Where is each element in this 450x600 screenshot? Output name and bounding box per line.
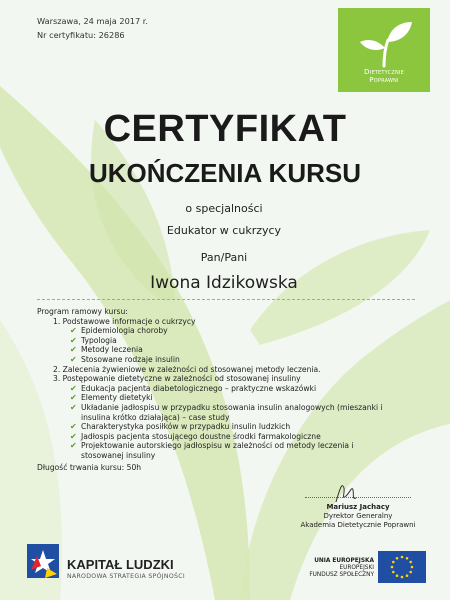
- program-item: [37, 355, 397, 365]
- eu-label: [286, 558, 374, 580]
- checkmark-icon: ✔: [70, 345, 77, 355]
- certificate-number: Nr certyfikatu: 26286: [37, 30, 125, 40]
- program-item: [37, 432, 397, 442]
- program-item: [37, 422, 397, 432]
- program-item: [37, 336, 397, 346]
- program-item: [37, 393, 397, 403]
- certificate-meta: [37, 14, 148, 42]
- checkmark-icon: ✔: [70, 335, 77, 345]
- eu-label-line1: UNIA EUROPEJSKA: [314, 558, 374, 564]
- section-title: Podstawowe informacje o cukrzycy: [62, 316, 196, 326]
- program-item: [37, 345, 397, 355]
- program-item: [37, 441, 397, 460]
- kapital-ludzki-title: KAPITAŁ LUDZKI: [67, 557, 174, 572]
- certificate-subtitle: UKOŃCZENIA KURSU: [88, 158, 362, 188]
- signer-role: Dyrektor Generalny: [323, 512, 393, 520]
- program-item-label: Elementy dietetyki: [81, 393, 153, 403]
- signer-org: Akademia Dietetycznie Poprawni: [300, 521, 416, 529]
- section-number: 2.: [53, 364, 61, 374]
- program-item: [37, 326, 397, 336]
- checkmark-icon: ✔: [70, 402, 77, 412]
- checkmark-icon: ✔: [70, 354, 77, 364]
- program-item-label: Metody leczenia: [81, 345, 143, 355]
- signature-line: [305, 497, 411, 498]
- checkmark-icon: ✔: [70, 393, 77, 403]
- certificate-title: CERTYFIKAT: [103, 108, 347, 150]
- specialty-prefix: o specjalności: [185, 202, 263, 215]
- issue-date: Warszawa, 24 maja 2017 r.: [37, 16, 149, 26]
- dietetycznie-poprawni-logo: [338, 8, 430, 92]
- checkmark-icon: ✔: [70, 441, 77, 451]
- course-program: [37, 307, 397, 461]
- checkmark-icon: ✔: [70, 422, 77, 432]
- program-header: Program ramowy kursu:: [37, 307, 128, 316]
- program-section: [37, 365, 397, 375]
- section-title: Postępowanie dietetyczne w zależności od stosowanej insuliny: [62, 374, 301, 384]
- program-item-label: Jadłospis pacjenta stosującego doustne środki farmakologiczne: [81, 431, 321, 441]
- program-item-label: Stosowane rodzaje insulin: [81, 354, 180, 364]
- kapital-ludzki-subtitle: NARODOWA STRATEGIA SPÓJNOŚCI: [67, 573, 185, 580]
- signer-block: [287, 503, 429, 530]
- program-item-label: Projektowanie autorskiego jadłospisu w zależności od metody leczenia i stosowanej insuliny: [81, 441, 354, 460]
- eu-label-line2: EUROPEJSKI: [339, 565, 374, 572]
- eu-label-line3: FUNDUSZ SPOŁECZNY: [309, 572, 374, 579]
- program-item: [37, 384, 397, 394]
- course-duration: Długość trwania kursu: 50h: [37, 463, 142, 472]
- program-item-label: Charakterystyka posiłków w przypadku insulin ludzkich: [81, 422, 291, 432]
- specialty-name: Edukator w cukrzycy: [166, 224, 282, 237]
- program-item-label: Układanie jadłospisu w przypadku stosowania insulin analogowych (mieszanki i insulina krótko działająca) – case study: [81, 402, 383, 422]
- program-item-label: Typologia: [81, 335, 117, 345]
- sprout-icon: [338, 12, 430, 72]
- eu-flag-icon: [378, 551, 426, 583]
- program-item-label: Edukacja pacjenta diabetologicznego – praktyczne wskazówki: [81, 383, 317, 393]
- program-section: [37, 374, 397, 384]
- checkmark-icon: ✔: [70, 383, 77, 393]
- divider: [37, 299, 415, 300]
- logo-wordmark: [338, 68, 430, 84]
- logo-line1: Dietetycznie: [364, 67, 404, 76]
- section-number: 3.: [53, 374, 61, 384]
- program-section: [37, 317, 397, 327]
- checkmark-icon: ✔: [70, 431, 77, 441]
- checkmark-icon: ✔: [70, 326, 77, 336]
- logo-line2: Poprawni: [369, 75, 399, 84]
- recipient-name: Iwona Idzikowska: [150, 273, 298, 293]
- section-title: Zalecenia żywieniowe w zależności od stosowanej metody leczenia.: [62, 364, 321, 374]
- salutation: Pan/Pani: [200, 251, 248, 264]
- section-number: 1.: [53, 316, 61, 326]
- program-item: [37, 403, 397, 422]
- kapital-ludzki-star-icon: [25, 540, 63, 582]
- signer-name: Mariusz Jachacy: [326, 503, 390, 511]
- program-item-label: Epidemiologia choroby: [81, 326, 168, 336]
